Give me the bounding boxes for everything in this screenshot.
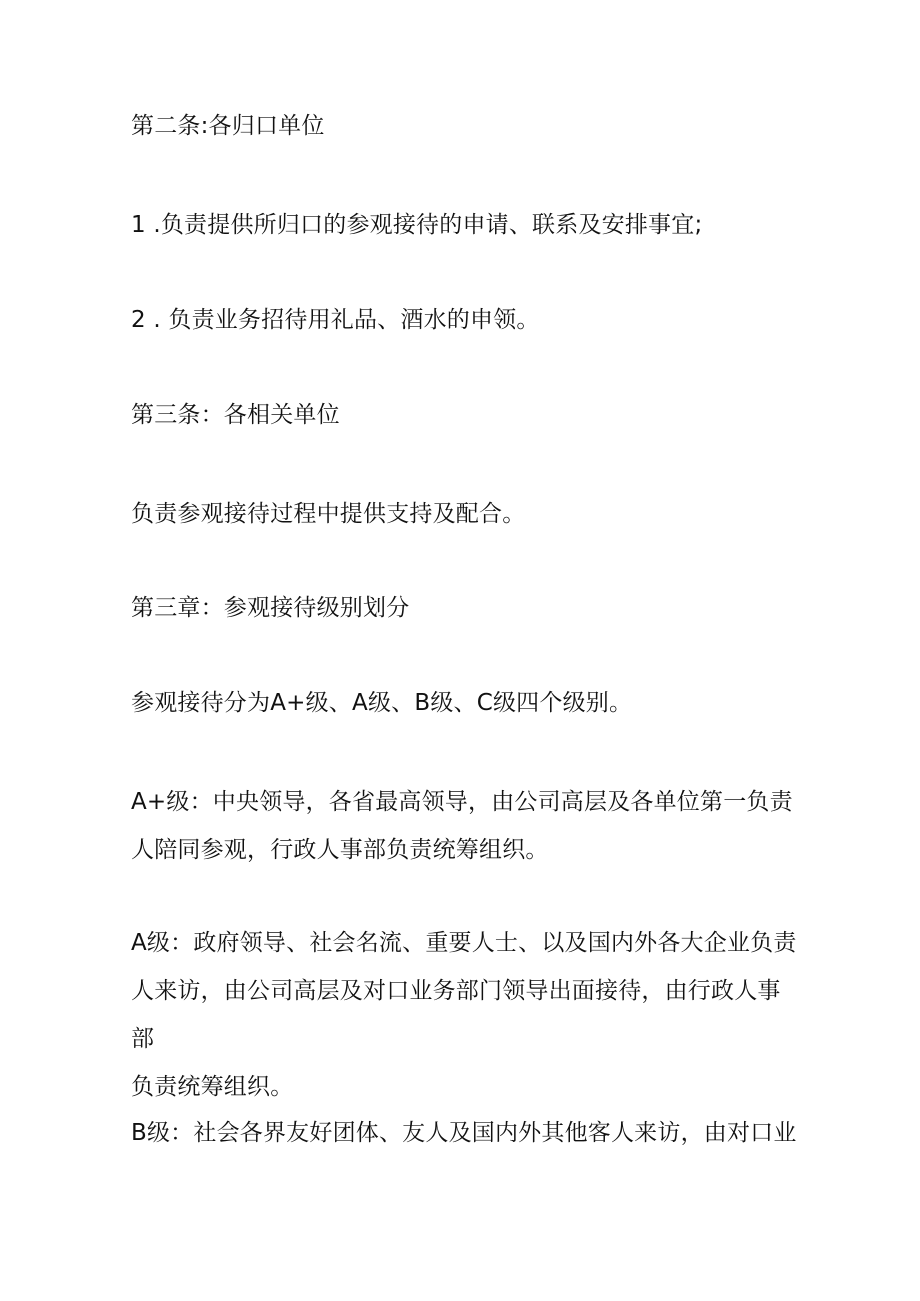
- text-line: 人来访，由公司高层及对口业务部门领导出面接待，由行政人事部: [131, 978, 781, 1052]
- chapter-3-heading: [131, 584, 801, 632]
- text-line: 2 . 负责业务招待用礼品、酒水的申领。: [131, 307, 540, 333]
- text-line: 第三章：参观接待级别划分: [131, 595, 410, 621]
- level-a-paragraph: [131, 919, 801, 1111]
- text-line: 负责参观接待过程中提供支持及配合。: [131, 501, 526, 527]
- text-line: A+级：中央领导，各省最高领导，由公司高层及各单位第一负责: [131, 789, 793, 815]
- text-line: 人陪同参观，行政人事部负责统筹组织。: [131, 837, 549, 863]
- text-line: B级：社会各界友好团体、友人及国内外其他客人来访，由对口业: [131, 1120, 797, 1146]
- text-line: 第三条：各相关单位: [131, 402, 340, 428]
- text-line: 1 .负责提供所归口的参观接待的申请、联系及安排事宜;: [131, 212, 703, 238]
- text-line: A级：政府领导、社会名流、重要人士、以及国内外各大企业负责: [131, 930, 797, 956]
- text-line: 参观接待分为A+级、A级、B级、C级四个级别。: [131, 690, 633, 716]
- text-line: 第二条:各归口单位: [131, 113, 325, 139]
- reception-levels-intro: [131, 679, 801, 727]
- article-2-item-1: [131, 201, 801, 249]
- level-b-paragraph: [131, 1109, 801, 1157]
- article-2-heading: [131, 102, 801, 150]
- article-3-heading: [131, 391, 801, 439]
- article-3-body: [131, 490, 801, 538]
- article-2-item-2: [131, 296, 801, 344]
- level-a-plus-paragraph: [131, 778, 801, 874]
- text-line: 负责统筹组织。: [131, 1074, 294, 1100]
